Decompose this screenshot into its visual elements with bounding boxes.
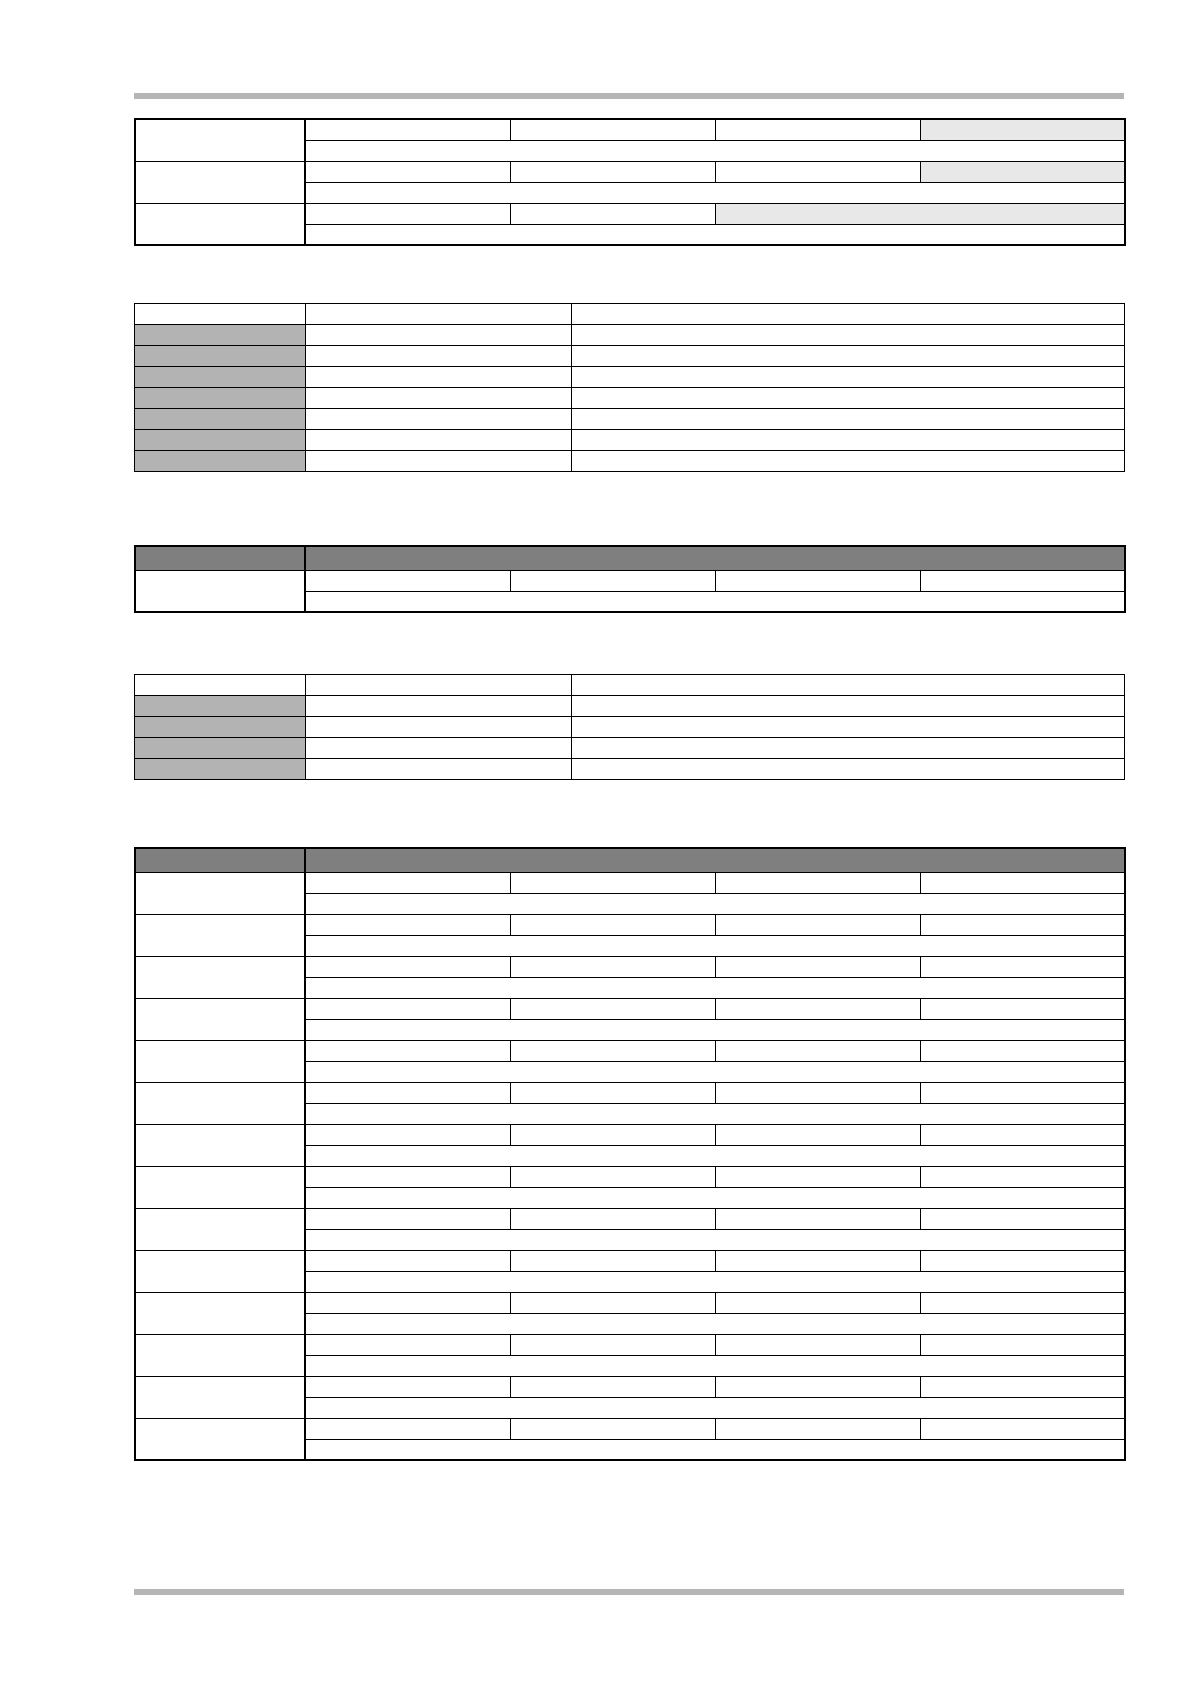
value-cell	[920, 998, 1125, 1019]
value-cell	[715, 1334, 920, 1355]
column-header	[306, 675, 572, 696]
value-cell	[306, 367, 572, 388]
note-cell	[305, 1061, 1125, 1082]
value-cell	[715, 1250, 920, 1271]
value-cell	[510, 1418, 715, 1439]
value-cell	[305, 1376, 510, 1397]
note-cell	[305, 140, 1125, 161]
table-row	[135, 759, 1125, 780]
value-cell	[305, 1166, 510, 1187]
value-cell	[510, 1376, 715, 1397]
row-label	[135, 738, 306, 759]
description-cell	[572, 451, 1125, 472]
row-label	[135, 1124, 305, 1166]
table-row	[135, 409, 1125, 430]
description-cell	[572, 409, 1125, 430]
note-cell	[305, 224, 1125, 245]
row-label	[135, 1376, 305, 1418]
row-label	[135, 119, 305, 161]
value-cell	[715, 119, 920, 140]
row-label	[135, 203, 305, 245]
note-cell	[305, 893, 1125, 914]
row-label	[135, 409, 306, 430]
note-cell	[305, 1187, 1125, 1208]
value-cell	[715, 1166, 920, 1187]
value-cell	[715, 1418, 920, 1439]
settings-table-e	[134, 847, 1126, 1461]
note-cell	[305, 1313, 1125, 1334]
table-row	[135, 1166, 1125, 1187]
row-label	[135, 956, 305, 998]
description-cell	[572, 388, 1125, 409]
value-cell	[920, 1292, 1125, 1313]
value-cell	[305, 956, 510, 977]
column-header	[135, 675, 306, 696]
description-cell	[572, 759, 1125, 780]
row-label	[135, 1208, 305, 1250]
table-row	[135, 1376, 1125, 1397]
description-cell	[572, 430, 1125, 451]
parameter-table-d	[134, 674, 1125, 780]
table-header-row	[135, 675, 1125, 696]
table-row	[135, 119, 1125, 140]
value-cell	[305, 1208, 510, 1229]
row-label	[135, 367, 306, 388]
value-cell	[510, 1334, 715, 1355]
value-cell	[305, 161, 510, 182]
note-cell	[305, 1145, 1125, 1166]
value-cell	[715, 1376, 920, 1397]
table-row	[135, 451, 1125, 472]
value-cell	[715, 161, 920, 182]
value-cell	[306, 430, 572, 451]
table-row	[135, 696, 1125, 717]
value-cell	[510, 1040, 715, 1061]
row-label	[135, 1334, 305, 1376]
value-cell	[510, 119, 715, 140]
table-row	[135, 161, 1125, 182]
table-row	[135, 738, 1125, 759]
value-cell	[305, 914, 510, 935]
value-cell	[306, 759, 572, 780]
value-cell	[305, 1124, 510, 1145]
table-header-row	[135, 304, 1125, 325]
row-label	[135, 914, 305, 956]
value-cell	[510, 1292, 715, 1313]
row-label	[135, 388, 306, 409]
table-row	[135, 914, 1125, 935]
value-cell	[920, 1334, 1125, 1355]
row-label	[135, 998, 305, 1040]
table-row	[135, 872, 1125, 893]
value-cell	[920, 956, 1125, 977]
table-row	[135, 203, 1125, 224]
value-cell	[920, 1082, 1125, 1103]
value-cell	[306, 346, 572, 367]
value-cell	[920, 1166, 1125, 1187]
column-header	[305, 848, 1125, 872]
value-cell	[920, 1040, 1125, 1061]
table-header-row	[135, 546, 1125, 570]
value-cell	[306, 388, 572, 409]
table-row	[135, 717, 1125, 738]
value-cell	[305, 1082, 510, 1103]
row-label	[135, 570, 305, 612]
table-header-row	[135, 848, 1125, 872]
value-cell	[920, 872, 1125, 893]
row-label	[135, 451, 306, 472]
value-cell	[510, 914, 715, 935]
description-cell	[572, 367, 1125, 388]
value-cell	[510, 1124, 715, 1145]
value-cell	[920, 914, 1125, 935]
value-cell	[715, 1208, 920, 1229]
value-cell	[305, 203, 510, 224]
column-header	[135, 546, 305, 570]
note-cell	[305, 1019, 1125, 1040]
note-cell	[305, 1103, 1125, 1124]
description-cell	[572, 696, 1125, 717]
table-row	[135, 346, 1125, 367]
column-header	[135, 304, 306, 325]
value-cell	[715, 570, 920, 591]
value-cell	[305, 1250, 510, 1271]
value-cell	[305, 872, 510, 893]
value-cell	[306, 717, 572, 738]
table-row	[135, 1082, 1125, 1103]
note-cell	[305, 182, 1125, 203]
value-cell	[715, 872, 920, 893]
column-header	[572, 675, 1125, 696]
table-row	[135, 1292, 1125, 1313]
value-cell	[920, 1250, 1125, 1271]
column-header	[572, 304, 1125, 325]
parameter-table-b	[134, 303, 1125, 472]
value-cell	[510, 161, 715, 182]
note-cell	[305, 977, 1125, 998]
disabled-cell	[920, 119, 1125, 140]
value-cell	[510, 570, 715, 591]
description-cell	[572, 346, 1125, 367]
value-cell	[305, 570, 510, 591]
row-label	[135, 346, 306, 367]
value-cell	[510, 1082, 715, 1103]
value-cell	[715, 1040, 920, 1061]
table-row	[135, 570, 1125, 591]
disabled-cell	[920, 161, 1125, 182]
column-header	[135, 848, 305, 872]
table-row	[135, 1334, 1125, 1355]
note-cell	[305, 591, 1125, 612]
description-cell	[572, 717, 1125, 738]
row-label	[135, 1292, 305, 1334]
table-row	[135, 956, 1125, 977]
value-cell	[305, 1040, 510, 1061]
row-label	[135, 430, 306, 451]
table-row	[135, 1124, 1125, 1145]
row-label	[135, 1166, 305, 1208]
settings-table-a	[134, 118, 1126, 246]
note-cell	[305, 1355, 1125, 1376]
table-row	[135, 1250, 1125, 1271]
row-label	[135, 717, 306, 738]
value-cell	[715, 914, 920, 935]
value-cell	[920, 1418, 1125, 1439]
row-label	[135, 759, 306, 780]
value-cell	[715, 956, 920, 977]
value-cell	[510, 1166, 715, 1187]
value-cell	[510, 956, 715, 977]
value-cell	[306, 738, 572, 759]
value-cell	[306, 325, 572, 346]
value-cell	[920, 1208, 1125, 1229]
value-cell	[306, 696, 572, 717]
note-cell	[305, 1439, 1125, 1460]
note-cell	[305, 1271, 1125, 1292]
row-label	[135, 696, 306, 717]
column-header	[306, 304, 572, 325]
value-cell	[305, 119, 510, 140]
note-cell	[305, 935, 1125, 956]
table-row	[135, 1418, 1125, 1439]
row-label	[135, 1040, 305, 1082]
value-cell	[715, 1124, 920, 1145]
row-label	[135, 1082, 305, 1124]
value-cell	[305, 1418, 510, 1439]
table-row	[135, 325, 1125, 346]
value-cell	[920, 570, 1125, 591]
value-cell	[510, 998, 715, 1019]
table-row	[135, 1040, 1125, 1061]
header-rule	[134, 93, 1124, 99]
value-cell	[305, 1334, 510, 1355]
row-label	[135, 872, 305, 914]
table-row	[135, 388, 1125, 409]
table-row	[135, 367, 1125, 388]
value-cell	[510, 203, 715, 224]
value-cell	[306, 451, 572, 472]
footer-rule	[134, 1589, 1124, 1595]
note-cell	[305, 1229, 1125, 1250]
disabled-cell	[715, 203, 1125, 224]
description-cell	[572, 325, 1125, 346]
row-label	[135, 325, 306, 346]
description-cell	[572, 738, 1125, 759]
row-label	[135, 161, 305, 203]
table-row	[135, 1208, 1125, 1229]
value-cell	[920, 1124, 1125, 1145]
value-cell	[920, 1376, 1125, 1397]
value-cell	[715, 1082, 920, 1103]
value-cell	[510, 872, 715, 893]
row-label	[135, 1250, 305, 1292]
settings-table-c	[134, 545, 1126, 613]
table-row	[135, 998, 1125, 1019]
value-cell	[715, 998, 920, 1019]
note-cell	[305, 1397, 1125, 1418]
column-header	[305, 546, 1125, 570]
value-cell	[510, 1208, 715, 1229]
value-cell	[306, 409, 572, 430]
value-cell	[305, 1292, 510, 1313]
row-label	[135, 1418, 305, 1460]
value-cell	[715, 1292, 920, 1313]
value-cell	[510, 1250, 715, 1271]
table-row	[135, 430, 1125, 451]
value-cell	[305, 998, 510, 1019]
